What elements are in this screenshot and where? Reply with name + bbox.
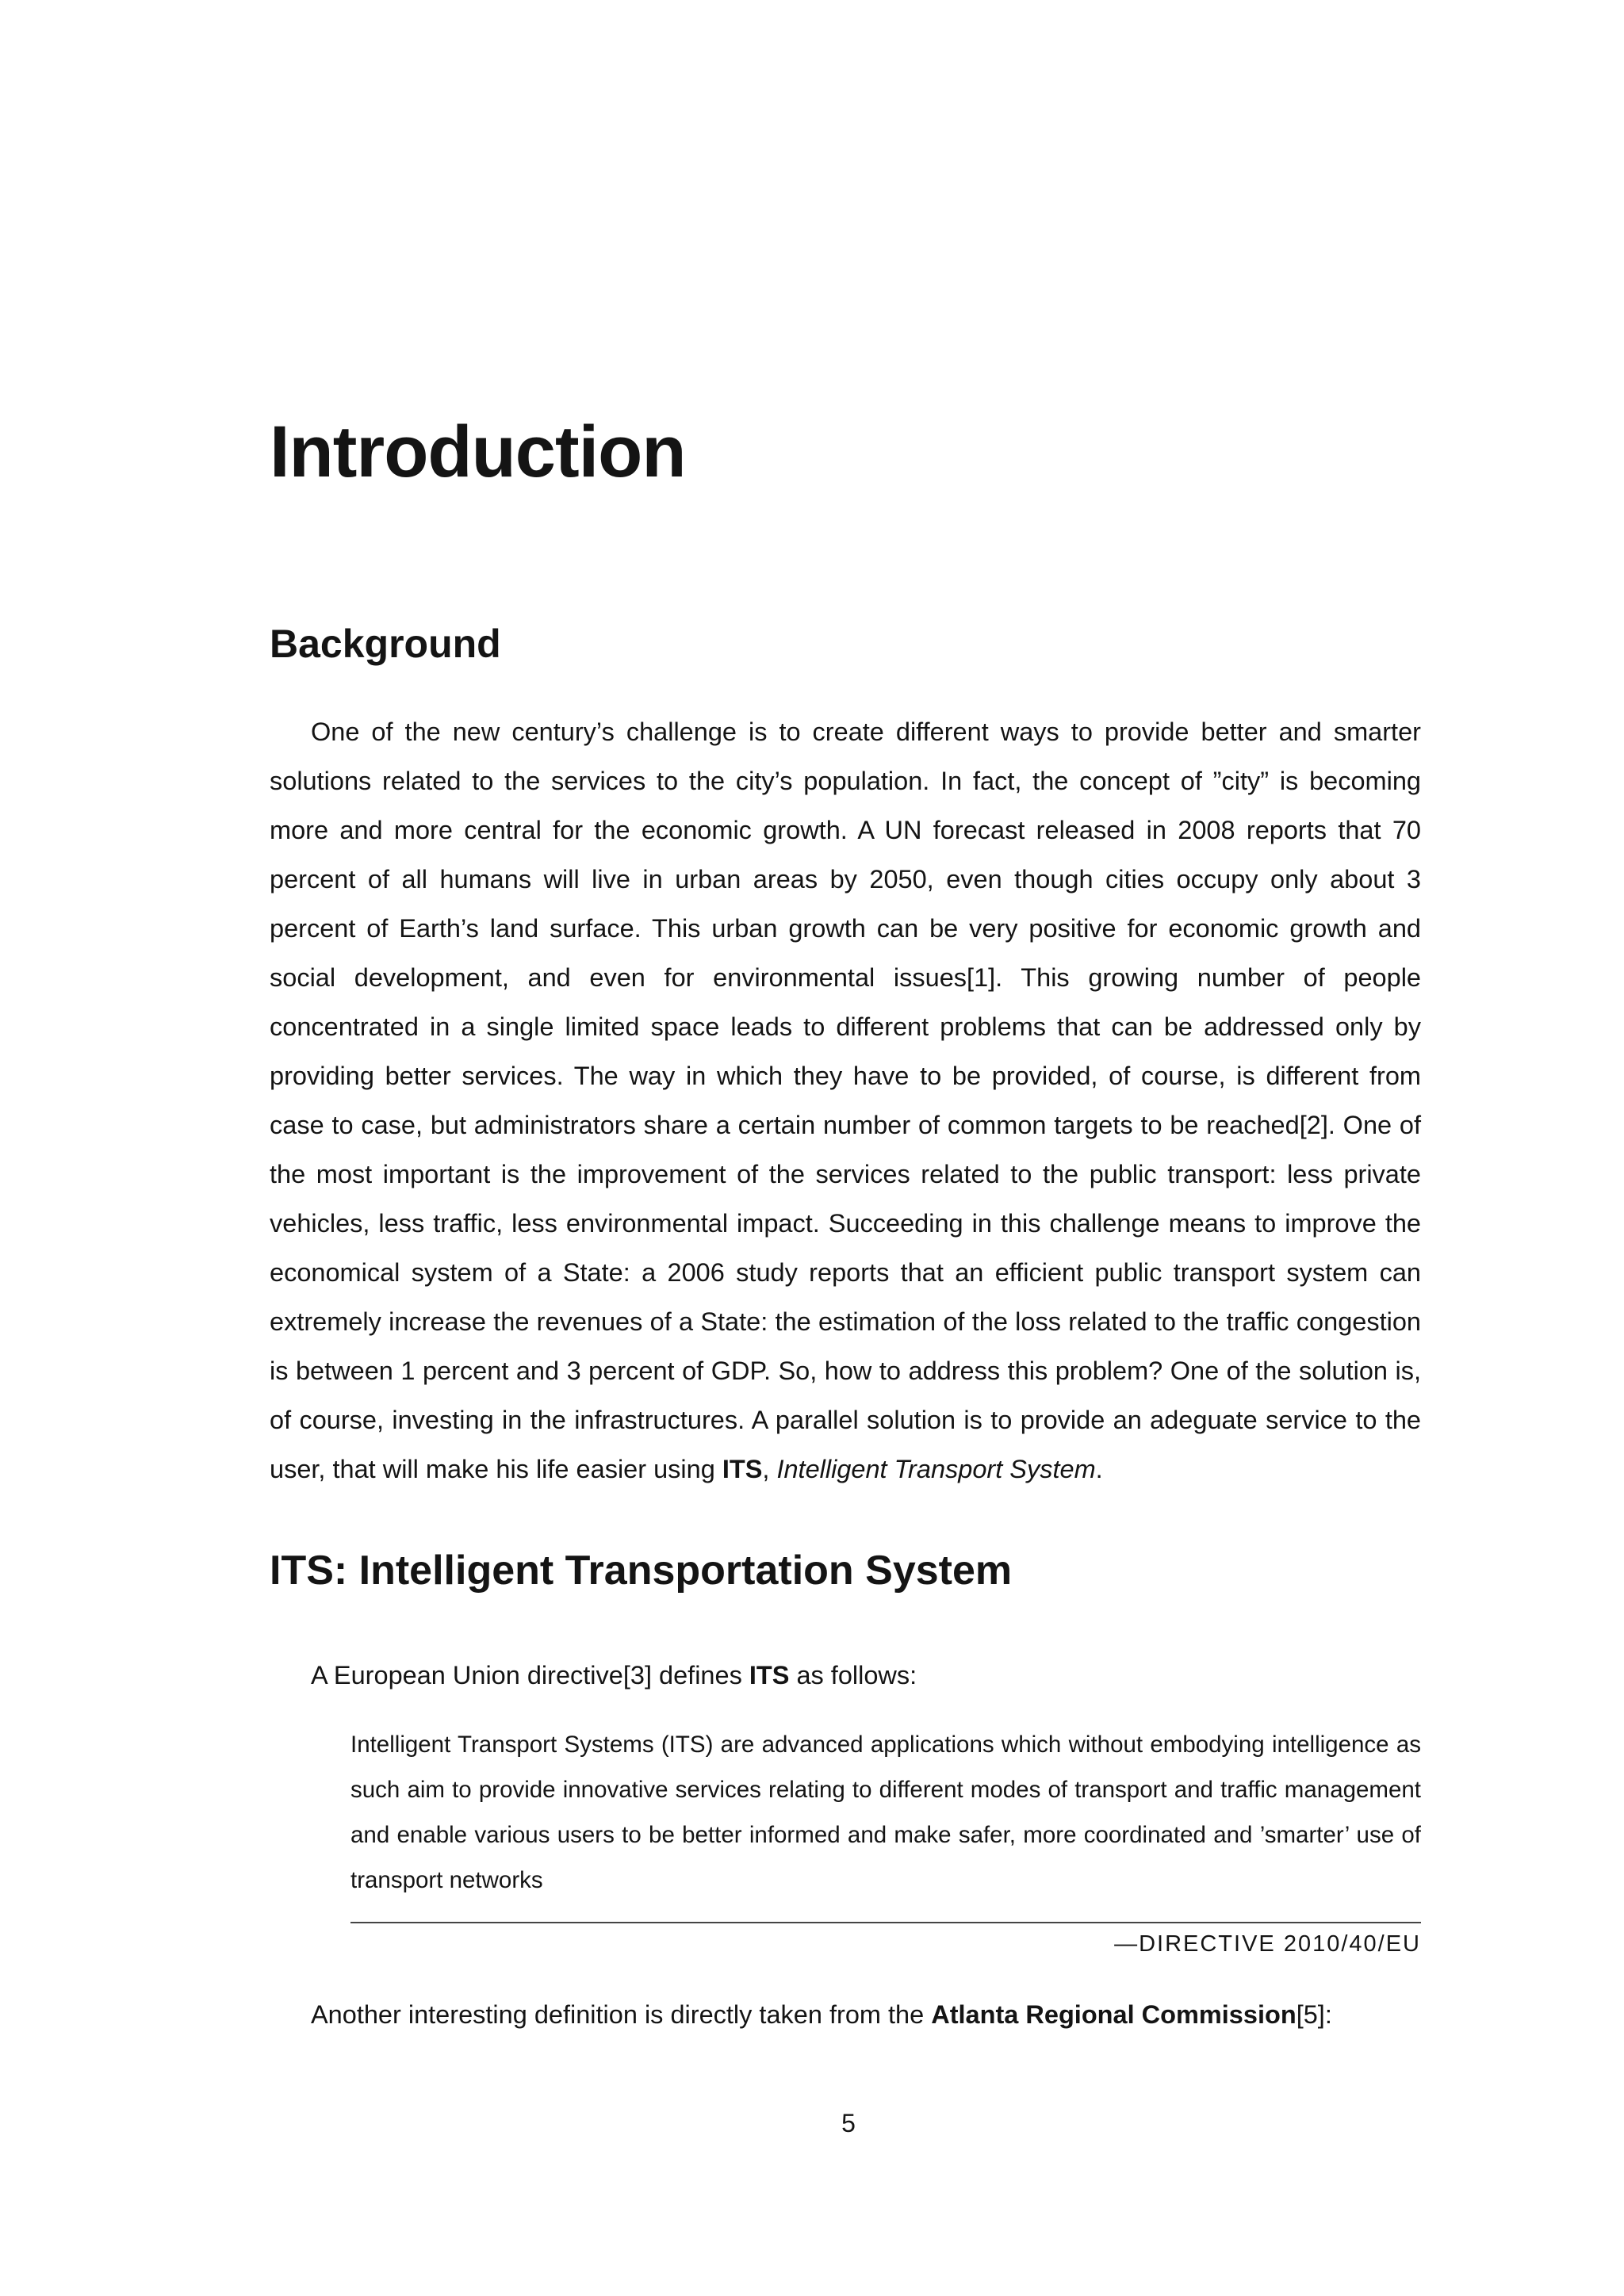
chapter-title: Introduction xyxy=(270,411,686,492)
page-number: 5 xyxy=(841,2109,856,2137)
quote-divider xyxy=(350,1922,1421,1923)
section-title-background: Background xyxy=(270,622,501,666)
term-separator: , xyxy=(762,1455,777,1483)
its-intro-bold: ITS xyxy=(749,1661,790,1689)
background-paragraph-text: One of the new century’s challenge is to create different ways to provide better and smarter solutions related to the services to the city’s population. In fact, the concept of ”city” is becoming more and more central for the economic growth. A UN forecast released in 2008 reports that 70 percent of all humans will live in urban areas by 2050, even though cities occupy only about 3 percent of Earth’s land surface. This urban growth can be very positive for economic growth and social development, and even for environmental issues[1]. This growing number of people concentrated in a single limited space leads to different problems that can be addressed only by providing better services. The way in which they have to be provided, of course, is different from case to case, but administrators share a certain number of common targets to be reached[2]. One of the most important is the improvement of the services related to the public transport: less private vehicles, less traffic, less environmental impact. Succeeding in this challenge means to improve the economical system of a State: a 2006 study reports that an efficient public transport system can extremely increase the revenues of a State: the estimation of the loss related to the traffic congestion is between 1 percent and 3 percent of GDP. So, how to address this problem? One of the solution is, of course, investing in the infrastructures. A parallel solution is to provide an adeguate service to the user, that will make his life easier using xyxy=(270,718,1421,1483)
atlanta-paragraph xyxy=(311,1990,1421,2039)
its-italic-term: Intelligent Transport System xyxy=(776,1455,1096,1483)
its-intro-end: as follows: xyxy=(789,1661,917,1689)
atlanta-bold: Atlanta Regional Commission xyxy=(931,2000,1297,2029)
section-title-its: ITS: Intelligent Transportation System xyxy=(270,1548,1013,1594)
paragraph-end: . xyxy=(1095,1455,1103,1483)
directive-quote: Intelligent Transport Systems (ITS) are advanced applications which without embodying intelligence as such aim to provide innovative services relating to different modes of transport and traffic management and enable various users to be better informed and make safer, more coordinated and ’smarter’ use of transport networks xyxy=(350,1732,1421,1893)
atlanta-end: [5]: xyxy=(1296,2000,1332,2029)
its-intro-paragraph xyxy=(311,1651,1421,1700)
quote-attribution: —DIRECTIVE 2010/40/EU xyxy=(1114,1931,1421,1957)
its-bold-term: ITS xyxy=(722,1455,763,1483)
its-intro-text: A European Union directive[3] defines xyxy=(311,1661,749,1689)
atlanta-text: Another interesting definition is directly taken from the xyxy=(311,2000,932,2029)
background-paragraph xyxy=(270,707,1421,1494)
